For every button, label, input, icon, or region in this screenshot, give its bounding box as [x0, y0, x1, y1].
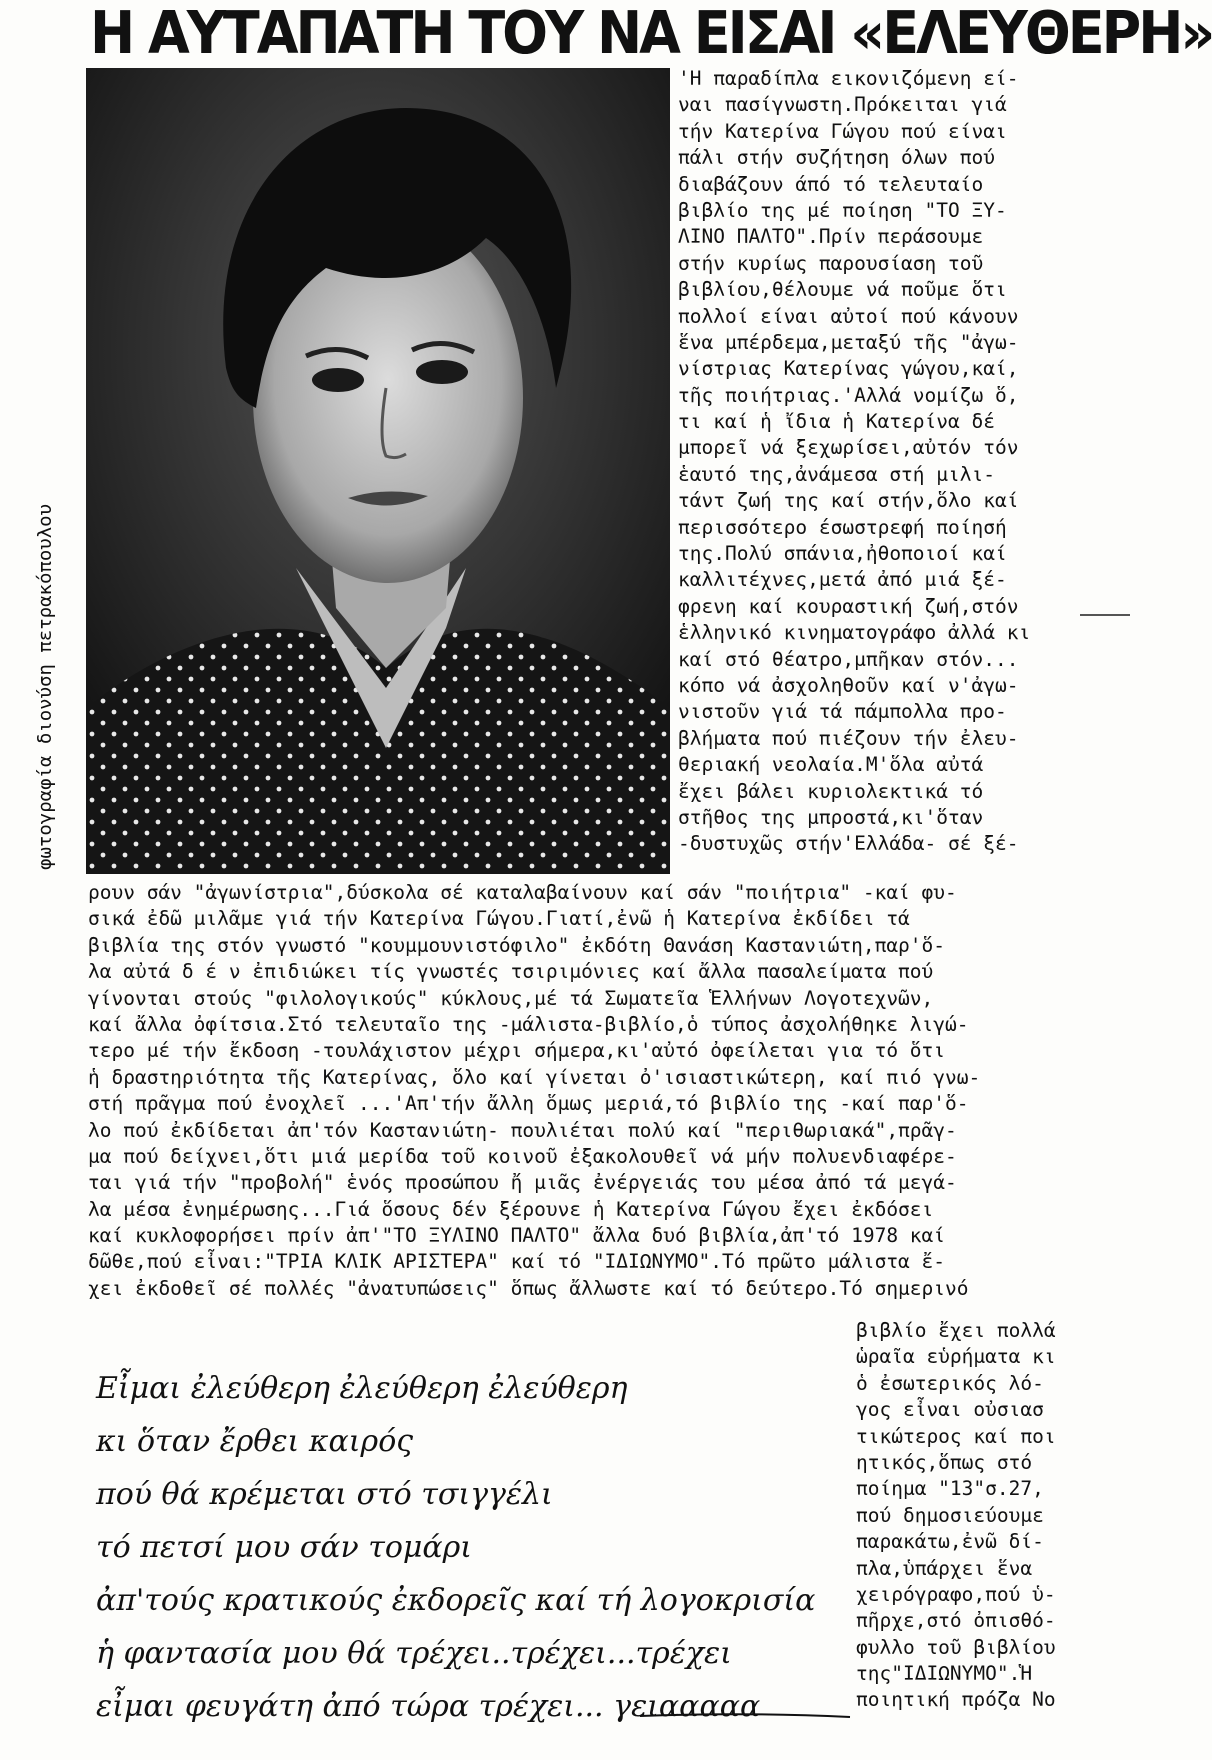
text-line: 'Η παραδίπλα εικονιζόμενη εί-	[678, 67, 1019, 90]
text-line: τάντ ζωή της καί στήν,ὅλο καί	[678, 489, 1019, 513]
text-line: καί κυκλοφορήσει πρίν ἀπ'"ΤΟ ΞΥΛΙΝΟ ΠΑΛΤΟ" ἄλλα δυό βιβλία,ἀπ'τό 1978 καί	[88, 1224, 946, 1248]
text-line: στήν κυρίως παρουσίαση τοῦ	[678, 251, 984, 275]
poem-line: κι ὅταν ἔρθει καιρός	[96, 1424, 414, 1459]
text-line: -δυστυχῶς στήν'Ελλάδα- σέ ξέ-	[678, 832, 1019, 856]
text-line: περισσότερο έσωστρεφή ποίησή	[678, 515, 1007, 539]
headline: Η ΑΥΤΑΠΑΤΗ ΤΟΥ ΝΑ ΕΙΣΑΙ «ΕΛΕΥΘΕΡΗ»	[90, 0, 1212, 67]
text-line: καλλιτέχνες,μετά ἀπό μιά ξέ-	[678, 568, 1007, 592]
margin-mark	[1080, 614, 1130, 616]
poem-line: ἡ φαντασία μου θά τρέχει..τρέχει...τρέχει	[96, 1636, 732, 1671]
poem-line: τό πετσί μου σάν τομάρι	[96, 1530, 473, 1565]
text-line: στή πρᾶγμα πού ἐνοχλεῖ ...'Απ'τήν ἄλλη ὅμως μεριά,τό βιβλίο της -καί παρ'ὅ-	[88, 1092, 969, 1116]
text-line: λα αὐτά δ έ ν ἐπιδιώκει τίς γνωστές τσιριμόνιες καί ἄλλα πασαλείματα πού	[88, 960, 934, 984]
poem-line: ἀπ'τούς κρατικούς ἐκδορεῖς καί τή λογοκρισία	[96, 1583, 816, 1618]
text-line: τῆς ποιήτριας.'Αλλά νομίζω ὅ,	[678, 383, 1019, 407]
text-line: κόπο νά ἀσχοληθοῦν καί ν'ἀγω-	[678, 673, 1019, 697]
poem-line: Εἶμαι ἐλεύθερη ἐλεύθερη ἐλεύθερη	[96, 1371, 628, 1406]
text-line: πολλοί είναι αὐτοί πού κάνουν	[678, 304, 1019, 328]
text-line: τήν Κατερίνα Γώγου πού είναι	[678, 119, 1007, 143]
text-line: ἑλληνικό κινηματογράφο ἀλλά κι	[678, 621, 1031, 645]
handwritten-underline	[640, 1712, 850, 1720]
text-line: χειρόγραφο,πού ὑ-	[856, 1582, 1056, 1606]
text-line: μπορεῖ νά ξεχωρίσει,αὐτόν τόν	[678, 436, 1019, 460]
text-line: τερο μέ τήν ἔκδοση -τουλάχιστον μέχρι σήμερα,κι'αὐτό ὀφείλεται για τό ὅτι	[88, 1039, 946, 1063]
text-line: της.Πολύ σπάνια,ἠθοποιοί καί	[678, 542, 1007, 566]
text-line: νίστριας Κατερίνας γώγου,καί,	[678, 357, 1019, 381]
text-line: βιβλίο ἔχει πολλά	[856, 1319, 1056, 1342]
text-line: βιβλία της στόν γνωστό "κουμμουνιστόφιλο" ἐκδότη Θανάση Καστανιώτη,παρ'ὅ-	[88, 933, 946, 957]
text-line: πάλι στήν συζήτηση όλων πού	[678, 146, 995, 170]
text-line: γίνονται στούς "φιλολογικούς" κύκλους,μέ τά Σωματεῖα Ἑλλήνων Λογοτεχνῶν,	[88, 986, 934, 1010]
text-line: φυλλο τοῦ βιβλίου	[856, 1635, 1056, 1659]
text-line: χει ἐκδοθεῖ σέ πολλές "ἀνατυπώσεις" ὅπως ἄλλωστε καί τό δεύτερο.Τό σημερινό	[88, 1276, 969, 1300]
text-line: βιβλίου,θέλουμε νά ποῦμε ὅτι	[678, 278, 1007, 302]
text-line: ρουν σάν "ἀγωνίστρια",δύσκολα σέ καταλαβαίνουν καί σάν "ποιήτρια" -καί φυ-	[88, 881, 957, 904]
text-line: ΛΙΝΟ ΠΑΛΤΟ".Πρίν περάσουμε	[678, 225, 984, 249]
text-line: ὁ ἐσωτερικός λό-	[856, 1371, 1044, 1395]
text-line: σικά ἐδῶ μιλᾶμε γιά τήν Κατερίνα Γώγου.Γιατί,ἐνῶ ἡ Κατερίνα ἐκδίδει τά	[88, 907, 910, 931]
text-line: καί στό θέατρο,μπῆκαν στόν...	[678, 647, 1019, 671]
text-line: πλα,ὑπάρχει ἕνα	[856, 1556, 1033, 1580]
text-line: στῆθος της μπροστά,κι'ὅταν	[678, 805, 984, 829]
text-line: ποίημα "13"σ.27,	[856, 1477, 1044, 1501]
text-line: πού δημοσιεύουμε	[856, 1503, 1044, 1527]
text-line: παρακάτω,ἐνῶ δί-	[856, 1530, 1044, 1554]
text-line: δῶθε,πού εἶναι:"ΤΡΙΑ ΚΛΙΚ ΑΡΙΣΤΕΡΑ" καί τό "ΙΔΙΩΝΥΜΟ".Τό πρῶτο μάλιστα ἔ-	[88, 1250, 946, 1274]
text-line: βλήματα πού πιέζουν τήν ἐλευ-	[678, 726, 1019, 750]
portrait-illustration	[86, 68, 670, 874]
poem-line: εἶμαι φευγάτη ἀπό τώρα τρέχει... γειααααα	[96, 1689, 761, 1724]
text-line: τικώτερος καί ποι	[856, 1424, 1056, 1448]
text-line: θεριακή νεολαία.Μ'ὅλα αὐτά	[678, 753, 984, 777]
text-line: καί ἄλλα ὀφίτσια.Στό τελευταῖο της -μάλιστα-βιβλίο,ὁ τύπος ἀσχολήθηκε λιγώ-	[88, 1012, 969, 1036]
text-line: ἡ δραστηριότητα τῆς Κατερίνας, ὅλο καί γίνεται ὀ'ισιαστικώτερη, καί πιό γνω-	[88, 1065, 981, 1089]
text-line: νιστοῦν γιά τά πάμπολλα προ-	[678, 700, 1007, 724]
text-line: πῆρχε,στό ὀπισθό-	[856, 1609, 1056, 1633]
text-line: βιβλίο της μέ ποίηση "ΤΟ ΞΥ-	[678, 198, 1007, 222]
text-line: λα μέσα ἐνημέρωσης...Γιά ὅσους δέν ξέρουνε ἡ Κατερίνα Γώγου ἔχει ἐκδόσει	[88, 1197, 934, 1221]
photo-credit: φωτογραφία διονύση πετρακόπουλου	[34, 503, 56, 870]
text-line: ὡραῖα εὑρήματα κι	[856, 1345, 1056, 1369]
portrait-photo	[86, 68, 670, 874]
text-line: τι καί ἡ ἴδια ἡ Κατερίνα δέ	[678, 410, 995, 434]
text-line: ἑαυτό της,ἀνάμεσα στή μιλι-	[678, 462, 995, 486]
text-line: μα πού δείχνει,ὅτι μιά μερίδα τοῦ κοινοῦ ἐξακολουθεῖ νά μήν πολυενδιαφέρε-	[88, 1144, 957, 1168]
text-line: φρενη καί κουραστική ζωή,στόν	[678, 594, 1019, 618]
text-line: γος εἶναι οὐσιασ	[856, 1398, 1044, 1422]
small-text-column	[856, 1318, 1096, 1714]
handwritten-poem	[96, 1362, 856, 1733]
text-line: ἕνα μπέρδεμα,μεταξύ τῆς "ἀγω-	[678, 330, 1019, 354]
text-line: της"ΙΔΙΩΝΥΜΟ".Ἡ	[856, 1662, 1033, 1686]
full-width-text	[88, 880, 1098, 1302]
right-text-column	[678, 66, 1082, 858]
text-line: ποιητική πρόζα Νο	[856, 1688, 1056, 1712]
poem-line: πού θά κρέμεται στό τσιγγέλι	[96, 1477, 553, 1512]
text-line: λο πού ἐκδίδεται ἀπ'τόν Καστανιώτη- πουλιέται πολύ καί "περιθωριακά",πρᾶγ-	[88, 1118, 957, 1142]
text-line: ητικός,ὅπως στό	[856, 1450, 1033, 1474]
text-line: ἔχει βάλει κυριολεκτικά τό	[678, 779, 984, 803]
text-line: διαβάζουν άπό τό τελευταίο	[678, 172, 984, 196]
text-line: ναι πασίγνωστη.Πρόκειται γιά	[678, 93, 1007, 117]
text-line: ται γιά τήν "προβολή" ἑνός προσώπου ἤ μιᾶς ἐνέργειάς του μέσα ἀπό τά μεγά-	[88, 1171, 957, 1195]
